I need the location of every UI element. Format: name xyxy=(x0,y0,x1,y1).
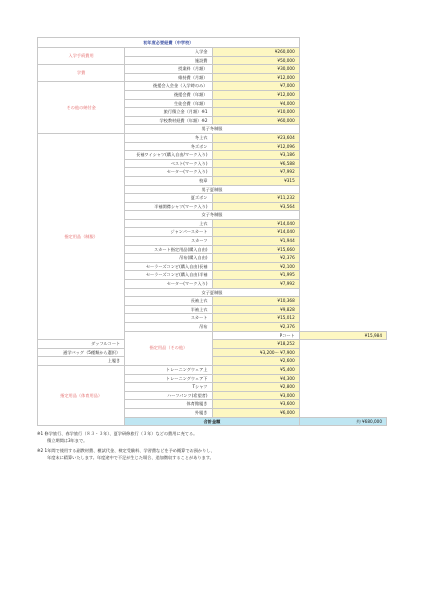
table-title: 初年度必要経費（中学校） xyxy=(38,38,300,48)
item-name: 長袖上衣 xyxy=(125,297,212,306)
category-cell: 指定用品（体育用品） xyxy=(38,365,125,425)
item-price: ¥2,800 xyxy=(212,383,299,392)
uniform-section-label: 女子夏制服 xyxy=(125,288,300,297)
item-name: 吊布(購入自由) xyxy=(125,254,212,263)
item-name: 旅行積立金（月額）※1 xyxy=(125,108,212,117)
item-name: 生徒会費（年額） xyxy=(125,99,212,108)
fee-table-container xyxy=(37,37,387,426)
item-price: ¥15,660 xyxy=(212,245,299,254)
item-price: ¥6,000 xyxy=(212,408,299,417)
uniform-section-label: 男子夏制服 xyxy=(125,185,300,194)
item-price: ¥7,992 xyxy=(212,168,299,177)
item-name: 上履き xyxy=(38,357,125,366)
item-price: ¥7,000 xyxy=(212,82,299,91)
item-price: ¥2,376 xyxy=(212,254,299,263)
item-price: ¥5,400 xyxy=(212,365,299,374)
item-price: ¥50,000 xyxy=(212,56,299,65)
category-cell: 指定用品（その他） xyxy=(125,331,212,365)
item-name: 授業料（月額） xyxy=(125,65,212,74)
footnote-2-line-1: ※2 1年間で使用する副教材費、模試代金、検定受験料、学習費などを予め概算でお預かりし、 xyxy=(37,448,215,453)
item-price: ¥11,232 xyxy=(212,194,299,203)
item-name: 後援会入会金（入学時のみ） xyxy=(125,82,212,91)
item-name: 半袖開襟シャツ(マーク入り) xyxy=(125,202,212,211)
item-price: ¥4,300 xyxy=(212,374,299,383)
item-price: ¥3,000 xyxy=(212,391,299,400)
item-price: ¥12,096 xyxy=(212,142,299,151)
item-price: ¥15,012 xyxy=(212,314,299,323)
item-name: 長袖ワイシャツ(購入自由/マーク入り) xyxy=(125,151,212,160)
uniform-section-label: 男子冬制服 xyxy=(125,125,300,134)
footnote-1-line-1: ※1 修学旅行、春学旅行（８３・３年）、夏学研修旅行（３年）などの費用に充てる。 xyxy=(37,431,198,436)
item-name: ダッフルコート xyxy=(38,340,125,349)
item-price: ¥3,600 xyxy=(212,400,299,409)
footnote-2-line-2: 年度末に精算いたします。年度途中で不足が生じた場合、追加徴収することがあります。 xyxy=(47,455,214,460)
table-row xyxy=(38,365,387,374)
item-name: 施設費 xyxy=(125,56,212,65)
item-price: ¥3,186 xyxy=(212,151,299,160)
item-name: セーター(マーク入り) xyxy=(125,280,212,289)
table-row xyxy=(38,340,387,349)
item-name: トレーニングウェア上 xyxy=(125,365,212,374)
item-price: ¥30,000 xyxy=(212,65,299,74)
item-price: ¥60,000 xyxy=(212,116,299,125)
table-row xyxy=(38,348,387,357)
item-name: 半袖上衣 xyxy=(125,305,212,314)
item-name: 維持費（月額） xyxy=(125,73,212,82)
category-cell: 指定用品（制服） xyxy=(38,133,125,339)
item-price: ¥1,944 xyxy=(212,237,299,246)
footnote-2 xyxy=(37,447,387,461)
fee-table xyxy=(37,37,387,426)
item-price: ¥3,200〜 ¥7,900 xyxy=(212,348,299,357)
table-row xyxy=(38,48,387,57)
footnote-1 xyxy=(37,430,387,444)
item-name: 通学バッグ（5種類から選択） xyxy=(38,348,125,357)
item-price: ¥2,600 xyxy=(212,357,299,366)
item-price: ¥14,040 xyxy=(212,228,299,237)
table-row xyxy=(38,82,387,91)
item-price: ¥1,995 xyxy=(212,271,299,280)
total-price: 約 ¥680,000 xyxy=(299,417,386,426)
item-name: 上衣 xyxy=(125,219,212,228)
table-row xyxy=(38,65,387,74)
category-cell: 学費 xyxy=(38,65,125,82)
fee-table-body xyxy=(38,38,387,426)
item-name: 夏ズボン xyxy=(125,194,212,203)
item-price: ¥14,040 xyxy=(212,219,299,228)
category-cell: その他の納付金 xyxy=(38,82,125,134)
item-price: ¥15,984 xyxy=(299,331,386,340)
item-name: Pコート xyxy=(212,331,299,340)
total-label: 合計金額 xyxy=(125,417,300,426)
item-price: ¥4,000 xyxy=(212,99,299,108)
item-name: スカート xyxy=(125,314,212,323)
item-name: 後援会費（年額） xyxy=(125,90,212,99)
item-price: ¥18,252 xyxy=(212,340,299,349)
table-row xyxy=(38,357,387,366)
item-name: 校章 xyxy=(125,176,212,185)
item-price: ¥315 xyxy=(212,176,299,185)
item-price: ¥23,604 xyxy=(212,133,299,142)
item-price: ¥2,376 xyxy=(212,323,299,332)
item-name: 外履き xyxy=(125,408,212,417)
item-name: 体育館履き xyxy=(125,400,212,409)
item-name: ハーフパンツ(希望者) xyxy=(125,391,212,400)
footnotes xyxy=(37,430,387,464)
item-price: ¥10,000 xyxy=(212,108,299,117)
item-name: 吊布 xyxy=(125,323,212,332)
item-price: ¥12,000 xyxy=(212,90,299,99)
item-name: トレーニングウェア下 xyxy=(125,374,212,383)
item-name: スカート指定用品(購入自由) xyxy=(125,245,212,254)
item-name: セーター(マーク入り) xyxy=(125,168,212,177)
item-price: ¥10,368 xyxy=(212,297,299,306)
table-row xyxy=(38,133,387,142)
item-name: 冬上衣 xyxy=(125,133,212,142)
item-price: ¥3,564 xyxy=(212,202,299,211)
item-name: Tシャツ xyxy=(125,383,212,392)
item-name: ベスト(マーク入り) xyxy=(125,159,212,168)
item-name: 学校教材経費（年額）※2 xyxy=(125,116,212,125)
item-price: ¥2,100 xyxy=(212,262,299,271)
table-title-row xyxy=(38,38,387,48)
item-price: ¥12,000 xyxy=(212,73,299,82)
item-name: スカーフ xyxy=(125,237,212,246)
item-name: セーラーズコンビ(購入自由)長袖 xyxy=(125,262,212,271)
uniform-section-label: 女子冬制服 xyxy=(125,211,300,220)
item-name: 冬ズボン xyxy=(125,142,212,151)
footnote-1-line-2: 積立期間は3年まで。 xyxy=(47,438,88,443)
category-cell: 入学手続費用 xyxy=(38,48,125,65)
item-price: ¥260,000 xyxy=(212,48,299,57)
item-name: セーラーズコンビ(購入自由)半袖 xyxy=(125,271,212,280)
item-price: ¥7,992 xyxy=(212,280,299,289)
item-price: ¥6,588 xyxy=(212,159,299,168)
item-name: 入学金 xyxy=(125,48,212,57)
item-name: ジャンパースカート xyxy=(125,228,212,237)
item-price: ¥9,828 xyxy=(212,305,299,314)
